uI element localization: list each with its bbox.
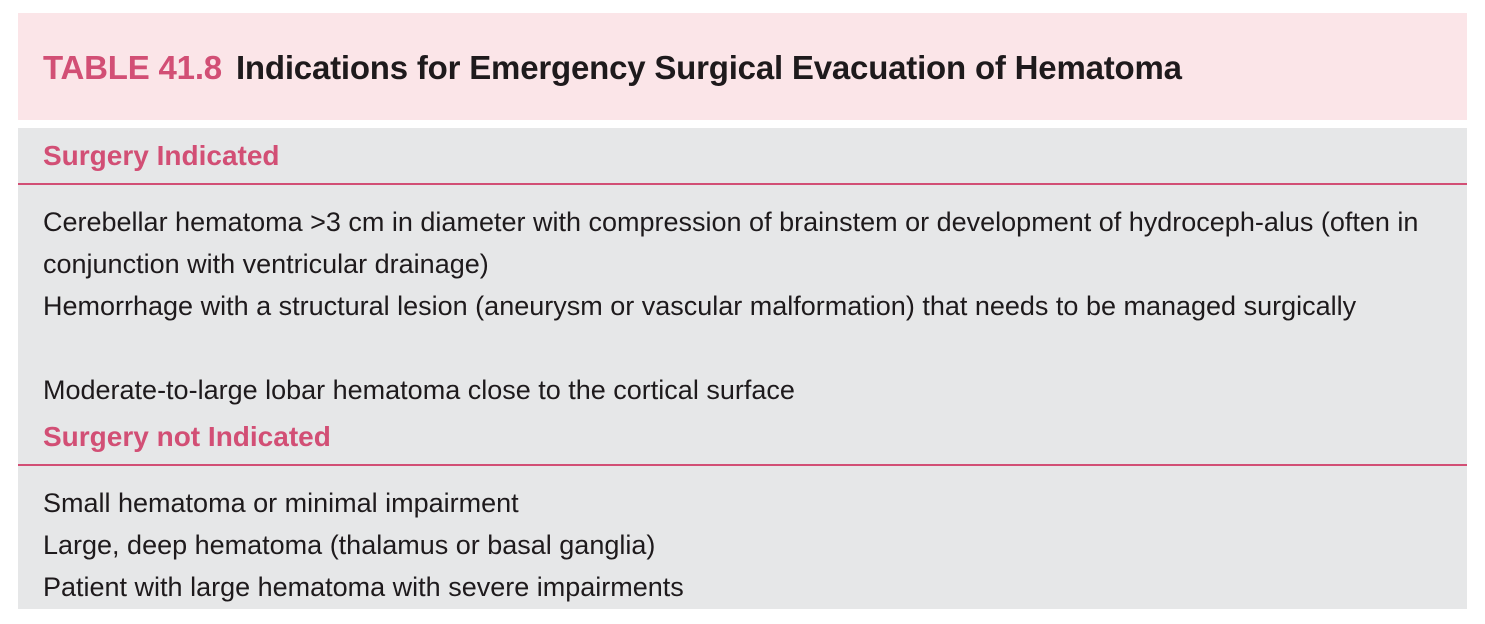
table-body — [18, 128, 1467, 609]
table-title — [43, 49, 1182, 87]
section-divider — [18, 464, 1467, 466]
list-item: Patient with large hematoma with severe impairments — [43, 572, 684, 602]
section-heading-surgery-not-indicated: Surgery not Indicated — [43, 421, 331, 452]
table-caption: Indications for Emergency Surgical Evacuation of Hematoma — [235, 49, 1182, 86]
table-number: TABLE 41.8 — [43, 49, 222, 86]
list-item: Large, deep hematoma (thalamus or basal ganglia) — [43, 530, 656, 560]
table-title-bar — [18, 13, 1467, 120]
section-divider — [18, 183, 1467, 185]
table-container — [18, 13, 1467, 609]
list-item: Small hematoma or minimal impairment — [43, 488, 519, 518]
list-item: Cerebellar hematoma >3 cm in diameter with compression of brainstem or development of hydroceph-alus (often in conjunction with ventricular drainage) — [43, 207, 1419, 279]
list-item: Moderate-to-large lobar hematoma close to the cortical surface — [43, 375, 795, 405]
section-heading-surgery-indicated: Surgery Indicated — [43, 140, 280, 171]
list-item: Hemorrhage with a structural lesion (aneurysm or vascular malformation) that needs to be managed surgically — [43, 291, 1357, 321]
